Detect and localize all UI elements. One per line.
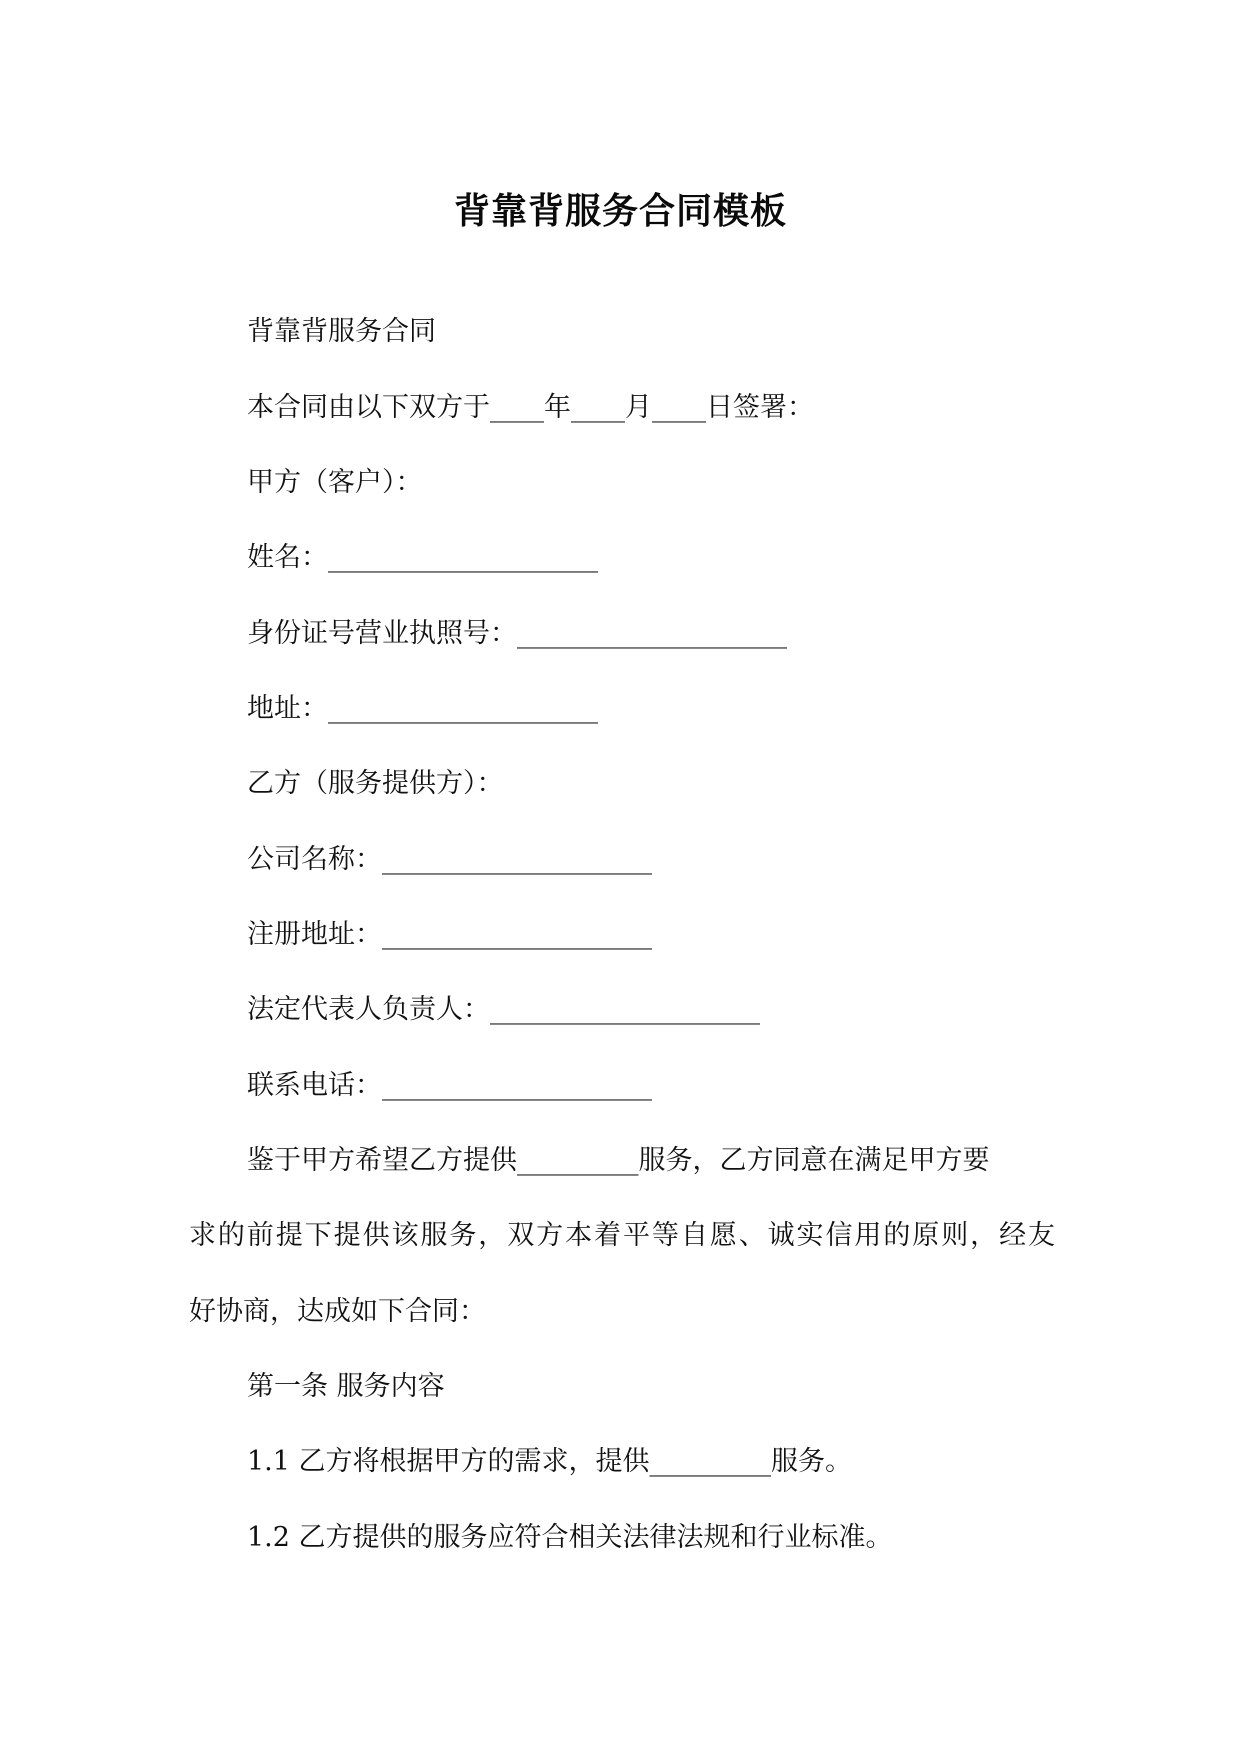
preamble-line-1: 鉴于甲方希望乙方提供_________服务，乙方同意在满足甲方要 xyxy=(247,1145,990,1176)
document-title: 背靠背服务合同模板 xyxy=(453,191,787,232)
party-b-company-field: 公司名称：____________________ xyxy=(247,844,652,875)
preamble-line-3: 好协商，达成如下合同： xyxy=(189,1296,486,1327)
party-a-address-field: 地址：____________________ xyxy=(247,693,598,724)
party-b-phone-field: 联系电话：____________________ xyxy=(247,1070,652,1101)
signing-date-line: 本合同由以下双方于____年____月____日签署： xyxy=(247,392,814,423)
party-a-id-field: 身份证号营业执照号：____________________ xyxy=(247,618,787,649)
party-a-heading: 甲方（客户）： xyxy=(247,467,423,498)
party-b-representative-field: 法定代表人负责人：____________________ xyxy=(247,994,760,1025)
party-a-name-field: 姓名：____________________ xyxy=(247,542,598,573)
preamble-line-2: 求的前提下提供该服务，双方本着平等自愿、诚实信用的原则，经友 xyxy=(189,1220,1055,1251)
article-1-heading: 第一条 服务内容 xyxy=(247,1371,445,1402)
clause-1-1: 1.1 乙方将根据甲方的需求，提供_________服务。 xyxy=(247,1446,853,1477)
clause-1-2: 1.2 乙方提供的服务应符合相关法律法规和行业标准。 xyxy=(247,1522,893,1553)
contract-heading: 背靠背服务合同 xyxy=(247,316,436,347)
party-b-heading: 乙方（服务提供方）： xyxy=(247,768,504,799)
party-b-address-field: 注册地址：____________________ xyxy=(247,919,652,950)
